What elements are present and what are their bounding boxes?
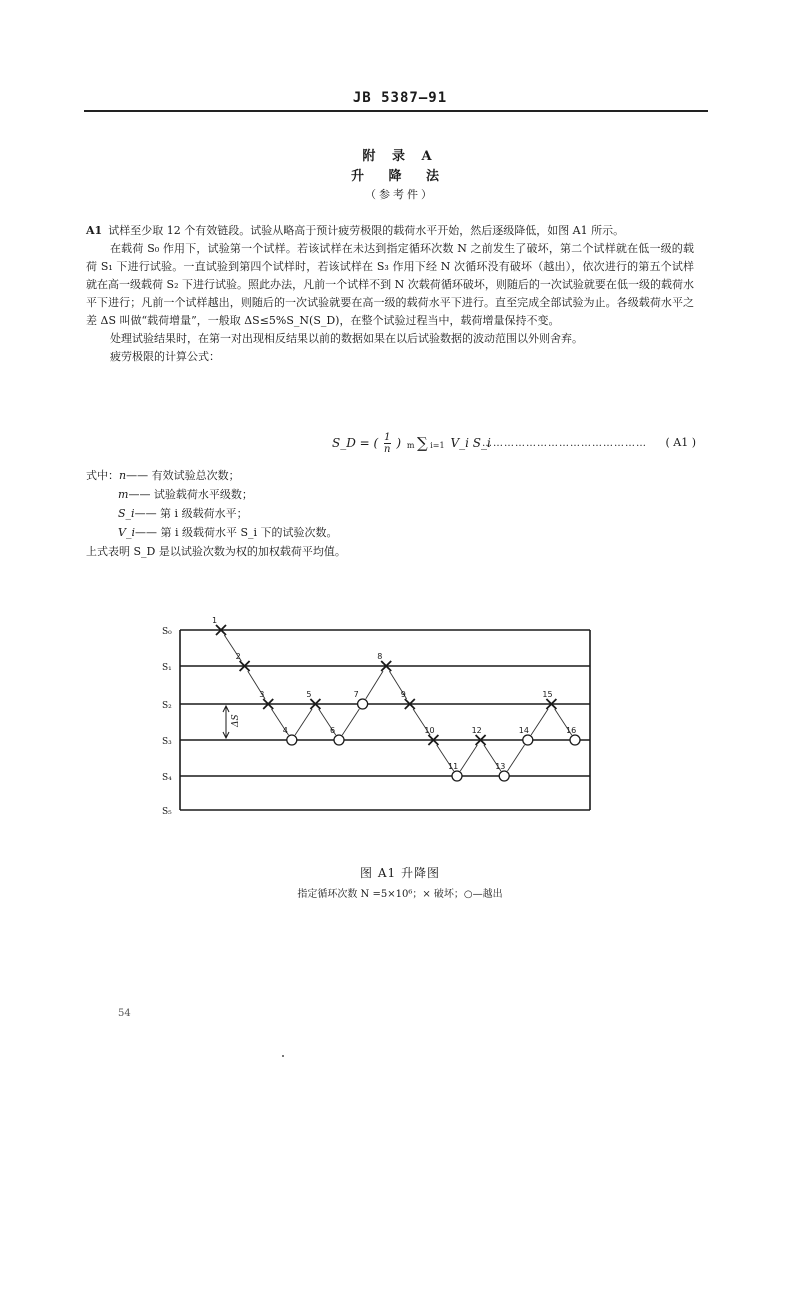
- definitions-intro: 式中：: [86, 469, 119, 482]
- definition-symbol: n: [119, 469, 127, 482]
- delta-s-label: ΔS: [231, 714, 241, 727]
- specimen-number-label: 1: [212, 616, 218, 625]
- figure-caption-note: 指定循环次数 N =5×10⁶；× 破坏；○—越出: [297, 889, 503, 900]
- definition-symbol: m: [118, 488, 129, 501]
- runout-marker-circle: [499, 771, 509, 781]
- specimen-number-label: 5: [306, 690, 312, 699]
- level-label: S₄: [162, 773, 172, 783]
- level-label: S₃: [162, 737, 172, 747]
- definition-text: —— 试验载荷水平级数；: [128, 488, 253, 501]
- formula-close-paren: ): [396, 436, 402, 450]
- specimen-number-label: 13: [495, 762, 506, 771]
- specimen-number-label: 6: [330, 726, 336, 735]
- definition-row-n: [86, 466, 346, 485]
- figure-up-down-diagram: [160, 612, 600, 822]
- specimen-number-label: 11: [448, 762, 459, 771]
- specimen-number-label: 12: [471, 726, 482, 735]
- specimen-number-label: 10: [424, 726, 435, 735]
- formula-sum-top: m: [406, 441, 415, 450]
- specimen-number-label: 2: [235, 652, 241, 661]
- paragraph-formula-intro: 疲劳极限的计算公式：: [110, 350, 220, 363]
- header-rule: [84, 110, 708, 112]
- formula-numerator: 1: [384, 432, 391, 443]
- figure-caption: 图 A1 升降图: [360, 866, 440, 880]
- connector-line: [531, 709, 548, 735]
- paragraph-procedure: 在载荷 S₀ 作用下，试验第一个试样。若该试样在未达到指定循环次数 N 之前发生了破坏，第二个试样就在低一级的载荷 S₁ 下进行试验。一直试验到第四个试样时，若该试样在 S₃ 作用下经 N 次循环没有破坏（越出），依次进行的第五个试样就在高一级载荷 S₂ 下进行试验。照此办法，凡前一个试样不到 N 次载荷循环破坏，则随后的一次试验就要在低一级的载荷水平下进行；凡前一个试样越出，则随后的一次试验就要在高一级的载荷水平下进行。直至完成全部试验为止。各级载荷水平之差 ΔS 叫做“载荷增量”，一般取 ΔS≤5%S_N(S_D)，在整个试验过程当中，载荷增量保持不变。: [86, 242, 694, 327]
- connector-line: [507, 745, 524, 771]
- paragraph-processing: 处理试验结果时，在第一对出现相反结果以前的数据如果在以后试验数据的波动范围以外则舍弃。: [110, 332, 583, 345]
- specimen-number-label: 14: [518, 726, 529, 735]
- definition-text: —— 第 i 级载荷水平 S_i 下的试验次数。: [134, 526, 338, 539]
- formula-equation-number: ( A1 ): [665, 436, 696, 449]
- connector-line: [342, 709, 359, 735]
- runout-marker-circle: [452, 771, 462, 781]
- appendix-subtitle: 升 降 法: [350, 169, 450, 184]
- level-label: S₁: [162, 663, 172, 673]
- formula-expression: [332, 432, 491, 455]
- page-header-standard-number: JB 5387—91: [352, 90, 448, 106]
- specimen-number-label: 8: [377, 652, 383, 661]
- formula-sum-bottom: i=1: [430, 441, 445, 450]
- formula-term: V_i S_i: [450, 436, 491, 450]
- definition-text: —— 第 i 级载荷水平；: [134, 507, 248, 520]
- definition-symbol: V_i: [118, 526, 135, 539]
- appendix-title: 附 录 A: [362, 149, 438, 164]
- scan-speck: [282, 1055, 284, 1057]
- definition-row-si: [86, 504, 346, 523]
- definition-row-vi: [86, 523, 346, 542]
- definition-text: —— 有效试验总次数；: [126, 469, 240, 482]
- specimen-number-label: 3: [259, 690, 265, 699]
- body-text: [86, 222, 694, 366]
- specimen-number-label: 15: [542, 690, 553, 699]
- up-down-diagram-svg: [160, 612, 600, 822]
- runout-marker-circle: [334, 735, 344, 745]
- formula-definitions: [86, 466, 346, 561]
- runout-marker-circle: [358, 699, 368, 709]
- connector-line: [366, 671, 383, 699]
- specimen-number-label: 9: [400, 690, 406, 699]
- paragraph-a1-text: 试样至少取 12 个有效链段。试验从略高于预计疲劳极限的载荷水平开始，然后逐级降低，如图 A1 所示。: [108, 224, 625, 237]
- definition-symbol: S_i: [118, 507, 135, 520]
- paragraph-a1: [86, 222, 694, 240]
- definitions-conclusion: 上式表明 S_D 是以试验次数为权的加权载荷平均值。: [86, 545, 346, 558]
- level-label: S₂: [162, 701, 172, 711]
- formula-leader-dots: ………………………………………: [482, 438, 647, 449]
- specimen-number-label: 7: [353, 690, 359, 699]
- formula-sum: [407, 436, 445, 451]
- formula-sum-symbol: ∑: [416, 434, 428, 452]
- formula-a1: [86, 424, 696, 472]
- section-label: A1: [86, 224, 103, 237]
- formula-lhs: S_D = (: [332, 436, 379, 450]
- level-label: S₀: [162, 627, 172, 637]
- connector-line: [295, 709, 312, 735]
- connector-line: [460, 745, 477, 771]
- level-label: S₅: [162, 807, 172, 817]
- formula-fraction: [384, 432, 390, 455]
- runout-marker-circle: [570, 735, 580, 745]
- definition-row-m: [86, 485, 346, 504]
- specimen-number-label: 16: [566, 726, 577, 735]
- formula-denominator: n: [384, 444, 391, 455]
- runout-marker-circle: [287, 735, 297, 745]
- specimen-number-label: 4: [282, 726, 288, 735]
- page-number: 54: [118, 1008, 131, 1019]
- appendix-note: （参考件）: [365, 188, 435, 201]
- runout-marker-circle: [523, 735, 533, 745]
